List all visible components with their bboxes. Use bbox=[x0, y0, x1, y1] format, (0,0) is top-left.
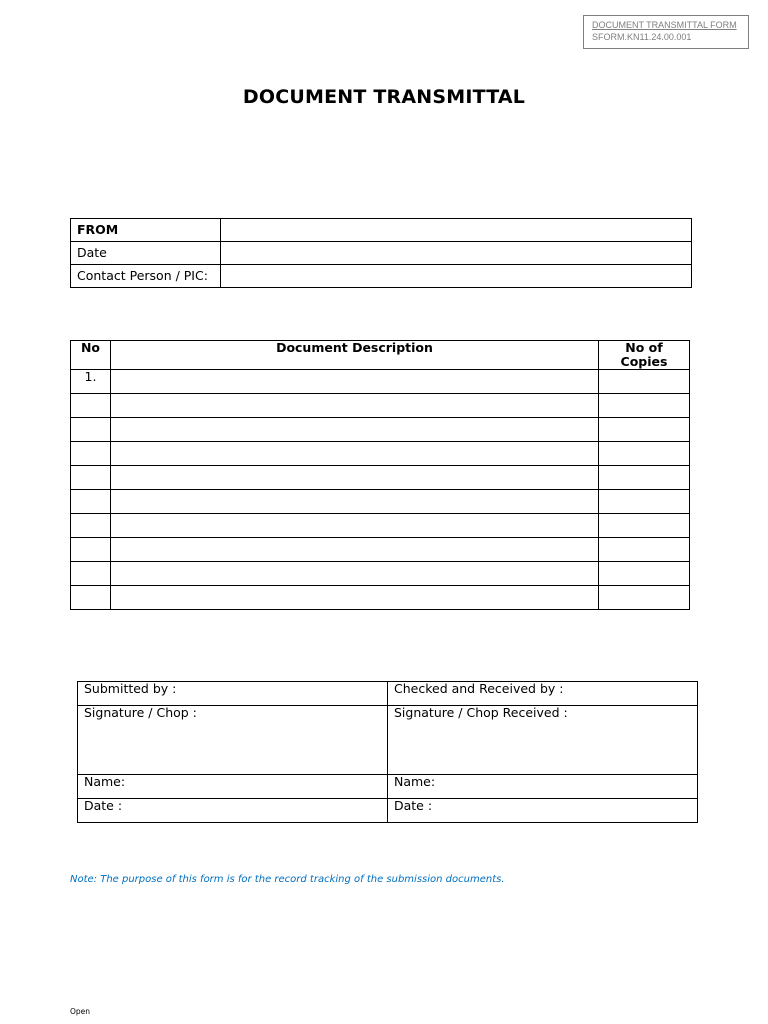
note-text: Note: The purpose of this form is for the record tracking of the submission documents. bbox=[70, 874, 505, 885]
checked-received-by-label[interactable]: Checked and Received by : bbox=[388, 682, 698, 706]
date-left-field[interactable]: Date : bbox=[78, 799, 388, 823]
signature-chop-field[interactable]: Signature / Chop : bbox=[78, 706, 388, 775]
row-no: 1. bbox=[71, 370, 111, 394]
from-value-field[interactable] bbox=[221, 219, 692, 242]
row-no bbox=[71, 586, 111, 610]
from-row bbox=[71, 219, 692, 242]
contact-person-label: Contact Person / PIC: bbox=[71, 265, 221, 288]
row-no bbox=[71, 418, 111, 442]
document-table-header bbox=[71, 341, 690, 370]
table-row bbox=[71, 370, 690, 394]
date-label: Date bbox=[71, 242, 221, 265]
table-row bbox=[71, 466, 690, 490]
row-description-field[interactable] bbox=[111, 466, 599, 490]
row-description-field[interactable] bbox=[111, 370, 599, 394]
row-description-field[interactable] bbox=[111, 586, 599, 610]
row-no bbox=[71, 490, 111, 514]
contact-person-row bbox=[71, 265, 692, 288]
classification-footer: Open bbox=[70, 1007, 91, 1016]
row-description-field[interactable] bbox=[111, 562, 599, 586]
date-sign-row bbox=[78, 799, 698, 823]
date-right-field[interactable]: Date : bbox=[388, 799, 698, 823]
row-description-field[interactable] bbox=[111, 418, 599, 442]
name-left-field[interactable]: Name: bbox=[78, 775, 388, 799]
table-row bbox=[71, 586, 690, 610]
contact-person-value-field[interactable] bbox=[221, 265, 692, 288]
table-row bbox=[71, 562, 690, 586]
table-row bbox=[71, 418, 690, 442]
table-row bbox=[71, 394, 690, 418]
row-description-field[interactable] bbox=[111, 514, 599, 538]
row-copies-field[interactable] bbox=[599, 586, 690, 610]
signature-chop-row bbox=[78, 706, 698, 775]
row-copies-field[interactable] bbox=[599, 514, 690, 538]
from-label: FROM bbox=[71, 219, 221, 242]
row-copies-field[interactable] bbox=[599, 466, 690, 490]
row-description-field[interactable] bbox=[111, 538, 599, 562]
signature-table bbox=[77, 681, 698, 823]
column-header-no: No bbox=[71, 341, 111, 370]
row-no bbox=[71, 466, 111, 490]
page-title: DOCUMENT TRANSMITTAL bbox=[242, 86, 526, 108]
row-copies-field[interactable] bbox=[599, 562, 690, 586]
row-no bbox=[71, 514, 111, 538]
table-row bbox=[71, 442, 690, 466]
row-copies-field[interactable] bbox=[599, 394, 690, 418]
signature-header-row bbox=[78, 682, 698, 706]
row-description-field[interactable] bbox=[111, 490, 599, 514]
from-table bbox=[70, 218, 692, 288]
document-table bbox=[70, 340, 690, 610]
row-no bbox=[71, 394, 111, 418]
form-code-number: SFORM.KN11.24.00.001 bbox=[592, 32, 692, 42]
table-row bbox=[71, 538, 690, 562]
form-code-title: DOCUMENT TRANSMITTAL FORM bbox=[592, 20, 737, 30]
name-row bbox=[78, 775, 698, 799]
date-row bbox=[71, 242, 692, 265]
row-no bbox=[71, 538, 111, 562]
name-right-field[interactable]: Name: bbox=[388, 775, 698, 799]
form-code-box bbox=[583, 15, 749, 49]
row-copies-field[interactable] bbox=[599, 442, 690, 466]
row-no bbox=[71, 442, 111, 466]
row-copies-field[interactable] bbox=[599, 370, 690, 394]
signature-chop-received-field[interactable]: Signature / Chop Received : bbox=[388, 706, 698, 775]
column-header-copies: No of Copies bbox=[599, 341, 690, 370]
table-row bbox=[71, 490, 690, 514]
submitted-by-label[interactable]: Submitted by : bbox=[78, 682, 388, 706]
row-description-field[interactable] bbox=[111, 394, 599, 418]
row-description-field[interactable] bbox=[111, 442, 599, 466]
table-row bbox=[71, 514, 690, 538]
row-copies-field[interactable] bbox=[599, 418, 690, 442]
column-header-description: Document Description bbox=[111, 341, 599, 370]
row-no bbox=[71, 562, 111, 586]
row-copies-field[interactable] bbox=[599, 538, 690, 562]
date-value-field[interactable] bbox=[221, 242, 692, 265]
row-copies-field[interactable] bbox=[599, 490, 690, 514]
